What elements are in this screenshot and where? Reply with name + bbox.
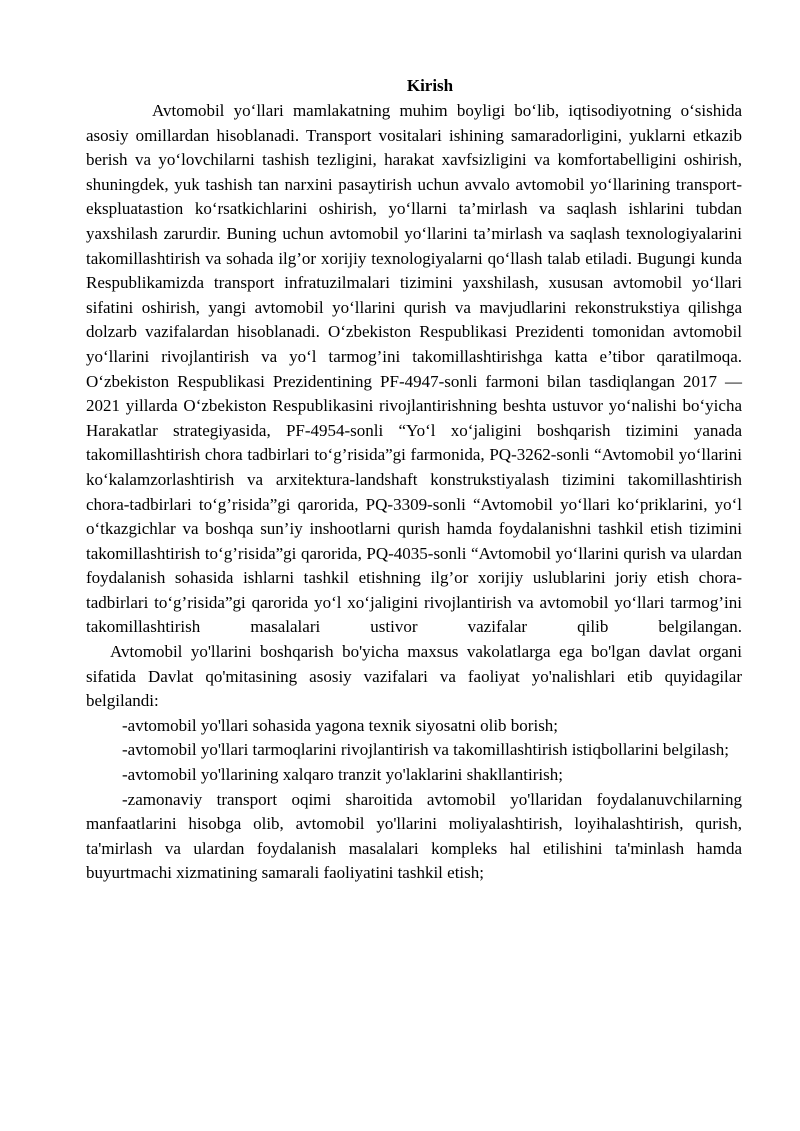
tasks-intro-paragraph: Avtomobil yo'llarini boshqarish bo'yicha maxsus vakolatlarga ega bo'lgan davlat organi sifatida Davlat qo'mitasining asosiy vazifalari va faoliyat yo'nalishlari etib quyidagilar belgilandi: bbox=[86, 642, 742, 711]
intro-paragraph: Avtomobil yo‘llari mamlakatning muhim boyligi bo‘lib, iqtisodiyotning o‘sishida asosiy omillardan hisoblanadi. Transport vositalari ishining samaradorligini, yuklarni etkazib berish va yo‘lovchilarni tashish tezligini, harakat xavfsizligini va komfortabelligini oshirish, shuningdek, yuk tashish tan narxini pasaytirish uchun avvalo avtomobil yo‘llarining transport-ekspluatastion ko‘rsatkichlarini oshirish, yo‘llarni ta’mirlash va saqlash ishlarini tubdan yaxshilash zarurdir. Buning uchun avtomobil yo‘llarini ta’mirlash va saqlash texnologiyalarini takomillashtirish va sohada ilg’or xorijiy texnologiyalarni qo‘llash talab etiladi. Bugungi kunda Respublikamizda transport infratuzilmalari tizimini yaxshilash, xususan avtomobil yo‘llari sifatini oshirish, yangi avtomobil yo‘llarini qurish va mavjudlarini rekonstrukstiya qilishga dolzarb vazifalardan hisoblanadi. O‘zbekiston Respublikasi Prezidenti tomonidan avtomobil yo‘llarini rivojlantirish va yo‘l tarmog’ini takomillashtirishga katta e’tibor qaratilmoqa. O‘zbekiston Respublikasi Prezidentining PF-4947-sonli farmoni bilan tasdiqlangan 2017 — 2021 yillarda O‘zbekiston Respublikasini rivojlantirishning beshta ustuvor yo‘nalishi bo‘yicha Harakatlar strategiyasida, PF-4954-sonli “Yo‘l xo‘jaligini boshqarish tizimini yanada takomillashtirish chora tadbirlari to‘g’risida”gi farmonida, PQ-3262-sonli “Avtomobil yo‘llarini ko‘kalamzorlashtirish va arxitektura-landshaft konstrukstiyalash tizimini takomillashtirish chora-tadbirlari to‘g’risida”gi qarorida, PQ-3309-sonli “Avtomobil yo‘llari ko‘priklarini, yo‘l o‘tkazgichlar va boshqa sun’iy inshootlarni qurish hamda foydalanishni tashkil etish tizimini takomillashtirish to‘g’risida”gi qarorida, PQ-4035-sonli “Avtomobil yo‘llarini qurish va ulardan foydalanish sohasida ishlarni tashkil etishning ilg’or xorijiy uslublarini joriy etish chora-tadbirlari to‘g’risida”gi qarorida yo‘l xo‘jaligini rivojlantirish va avtomobil yo‘llari tarmog’ini takomillashtirish masalalari ustivor vazifalar qilib belgilangan. bbox=[86, 101, 742, 637]
list-item: -zamonaviy transport oqimi sharoitida avtomobil yo'llaridan foydalanuvchilarning manfaatlarini hisobga olib, avtomobil yo'llarini moliyalashtirish, loyihalashtirish, qurish, ta'mirlash va ulardan foydalanish masalalari kompleks hal etilishini ta'minlash hamda buyurtmachi xizmatining samarali faoliyatini tashkil etish; bbox=[86, 789, 742, 883]
document-title: Kirish bbox=[406, 76, 454, 95]
list-item: -avtomobil yo'llarining xalqaro tranzit yo'laklarini shakllantirish; bbox=[122, 765, 563, 785]
document-page bbox=[86, 74, 742, 886]
list-item: -avtomobil yo'llari sohasida yagona texnik siyosatni olib borish; bbox=[122, 715, 559, 735]
list-item: -avtomobil yo'llari tarmoqlarini rivojlantirish va takomillashtirish istiqbollarini belgilash; bbox=[122, 740, 729, 760]
